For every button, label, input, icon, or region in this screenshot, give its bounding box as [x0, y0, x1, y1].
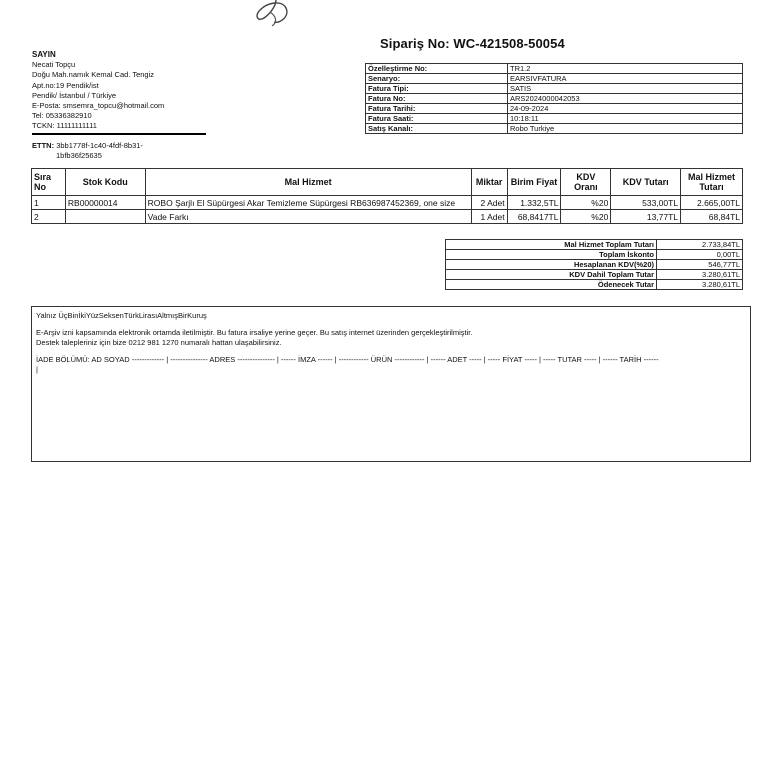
info-row: [366, 94, 743, 104]
col-header-stok-kodu: Stok Kodu: [65, 169, 145, 196]
info-value: EARSIVFATURA: [508, 74, 743, 84]
buyer-heading: SAYIN: [32, 50, 56, 59]
cell-sira: 2: [32, 210, 66, 224]
info-value: TR1.2: [508, 64, 743, 74]
buyer-phone: Tel: 05336382910: [32, 111, 92, 121]
col-header-tutar: Mal Hizmet Tutarı: [681, 169, 743, 196]
info-row: [366, 84, 743, 94]
info-value: ARS2024000042053: [508, 94, 743, 104]
cell-sira: 1: [32, 196, 66, 210]
totals-label: Ödenecek Tutar: [446, 280, 657, 290]
col-header-kdv-tutari: KDV Tutarı: [611, 169, 681, 196]
info-label: Özelleştirme No:: [366, 64, 508, 74]
col-header-sira: Sıra No: [32, 169, 66, 196]
buyer-address-line: Apt.no:19 Pendik/ist: [32, 80, 99, 90]
notes-box: [31, 306, 751, 462]
cell-miktar: 1 Adet: [471, 210, 507, 224]
buyer-block: [32, 50, 164, 132]
buyer-name: Necati Topçu: [32, 60, 76, 70]
info-value: Robo Turkiye: [508, 124, 743, 134]
info-row: [366, 64, 743, 74]
cell-kdv-orani: %20: [561, 196, 611, 210]
info-label: Fatura Tarihi:: [366, 104, 508, 114]
buyer-email: E-Posta: smsemra_topcu@hotmail.com: [32, 101, 165, 111]
col-header-birim-fiyat: Birim Fiyat: [507, 169, 561, 196]
cell-tutar: 2.665,00TL: [681, 196, 743, 210]
buyer-address-line: Doğu Mah.namık Kemal Cad. Tengiz: [32, 70, 155, 80]
info-row: [366, 114, 743, 124]
buyer-city: Pendik/ İstanbul / Türkiye: [32, 90, 117, 100]
totals-row: [446, 260, 743, 270]
totals-value: 546,77TL: [657, 260, 743, 270]
info-label: Fatura Tipi:: [366, 84, 508, 94]
totals-row: [446, 270, 743, 280]
totals-label: Toplam İskonto: [446, 250, 657, 260]
totals-label: KDV Dahil Toplam Tutar: [446, 270, 657, 280]
info-value: 10:18:11: [508, 114, 743, 124]
col-header-miktar: Miktar: [471, 169, 507, 196]
info-row: [366, 74, 743, 84]
cell-kdv-orani: %20: [561, 210, 611, 224]
ettn-value: 3bb1778f-1c40-4fdf-8b31-: [56, 141, 143, 150]
cell-stok-kodu: [65, 210, 145, 224]
signature-stamp-image: [230, 0, 320, 37]
info-label: Satış Kanalı:: [366, 124, 508, 134]
cell-kdv-tutari: 13,77TL: [611, 210, 681, 224]
totals-value: 0,00TL: [657, 250, 743, 260]
cell-birim-fiyat: 1.332,5TL: [507, 196, 561, 210]
ettn-block: [32, 141, 143, 161]
col-header-kdv-orani: KDV Oranı: [561, 169, 611, 196]
table-row: [32, 196, 743, 210]
table-header-row: [32, 169, 743, 196]
cell-tutar: 68,84TL: [681, 210, 743, 224]
support-note: Destek talepleriniz için bize 0212 981 1270 numaralı hattan ulaşabilirsiniz.: [36, 337, 282, 347]
buyer-divider: [32, 133, 206, 135]
ettn-value-cont: 1bfb36f25635: [56, 151, 102, 160]
totals-label: Hesaplanan KDV(%20): [446, 260, 657, 270]
return-section-end: |: [36, 364, 38, 374]
ettn-label: ETTN:: [32, 141, 55, 150]
totals-table: [445, 239, 743, 290]
cell-kdv-tutari: 533,00TL: [611, 196, 681, 210]
info-value: 24-09-2024: [508, 104, 743, 114]
order-number-title: Sipariş No: WC-421508-50054: [380, 36, 565, 51]
amount-in-words: Yalnız ÜçBinİkiYüzSeksenTürkLirasıAltmışBirKuruş: [36, 311, 207, 320]
totals-row: [446, 240, 743, 250]
totals-value: 3.280,61TL: [657, 270, 743, 280]
e-archive-note: E-Arşiv izni kapsamında elektronik ortamda iletilmiştir. Bu fatura irsaliye yerine geçer. Bu satış internet üzerinden gerçekleştirilmiştir.: [36, 328, 473, 338]
totals-value: 3.280,61TL: [657, 280, 743, 290]
invoice-info-table: [365, 63, 743, 134]
totals-label: Mal Hizmet Toplam Tutarı: [446, 240, 657, 250]
info-label: Fatura Saati:: [366, 114, 508, 124]
table-row: [32, 210, 743, 224]
cell-mal-hizmet: ROBO Şarjlı El Süpürgesi Akar Temizleme Süpürgesi RB636987452369, one size: [145, 196, 471, 210]
return-section-line: İADE BÖLÜMÜ: AD SOYAD ------------- | --------------- ADRES --------------- | ------ İMZA ------ | ------------ ÜRÜN ------------ | ------ ADET ----- | ----- FİYAT ----- | ----- TUTAR ----- | ------ TARİH ------: [36, 355, 659, 365]
info-label: Senaryo:: [366, 74, 508, 84]
col-header-mal-hizmet: Mal Hizmet: [145, 169, 471, 196]
info-value: SATIS: [508, 84, 743, 94]
info-row: [366, 124, 743, 134]
line-items-table: [31, 168, 743, 224]
totals-value: 2.733,84TL: [657, 240, 743, 250]
cell-mal-hizmet: Vade Farkı: [145, 210, 471, 224]
buyer-tckn: TCKN: 11111111111: [32, 121, 97, 131]
totals-row: [446, 280, 743, 290]
cell-stok-kodu: RB00000014: [65, 196, 145, 210]
totals-row: [446, 250, 743, 260]
info-label: Fatura No:: [366, 94, 508, 104]
info-row: [366, 104, 743, 114]
cell-miktar: 2 Adet: [471, 196, 507, 210]
cell-birim-fiyat: 68,8417TL: [507, 210, 561, 224]
